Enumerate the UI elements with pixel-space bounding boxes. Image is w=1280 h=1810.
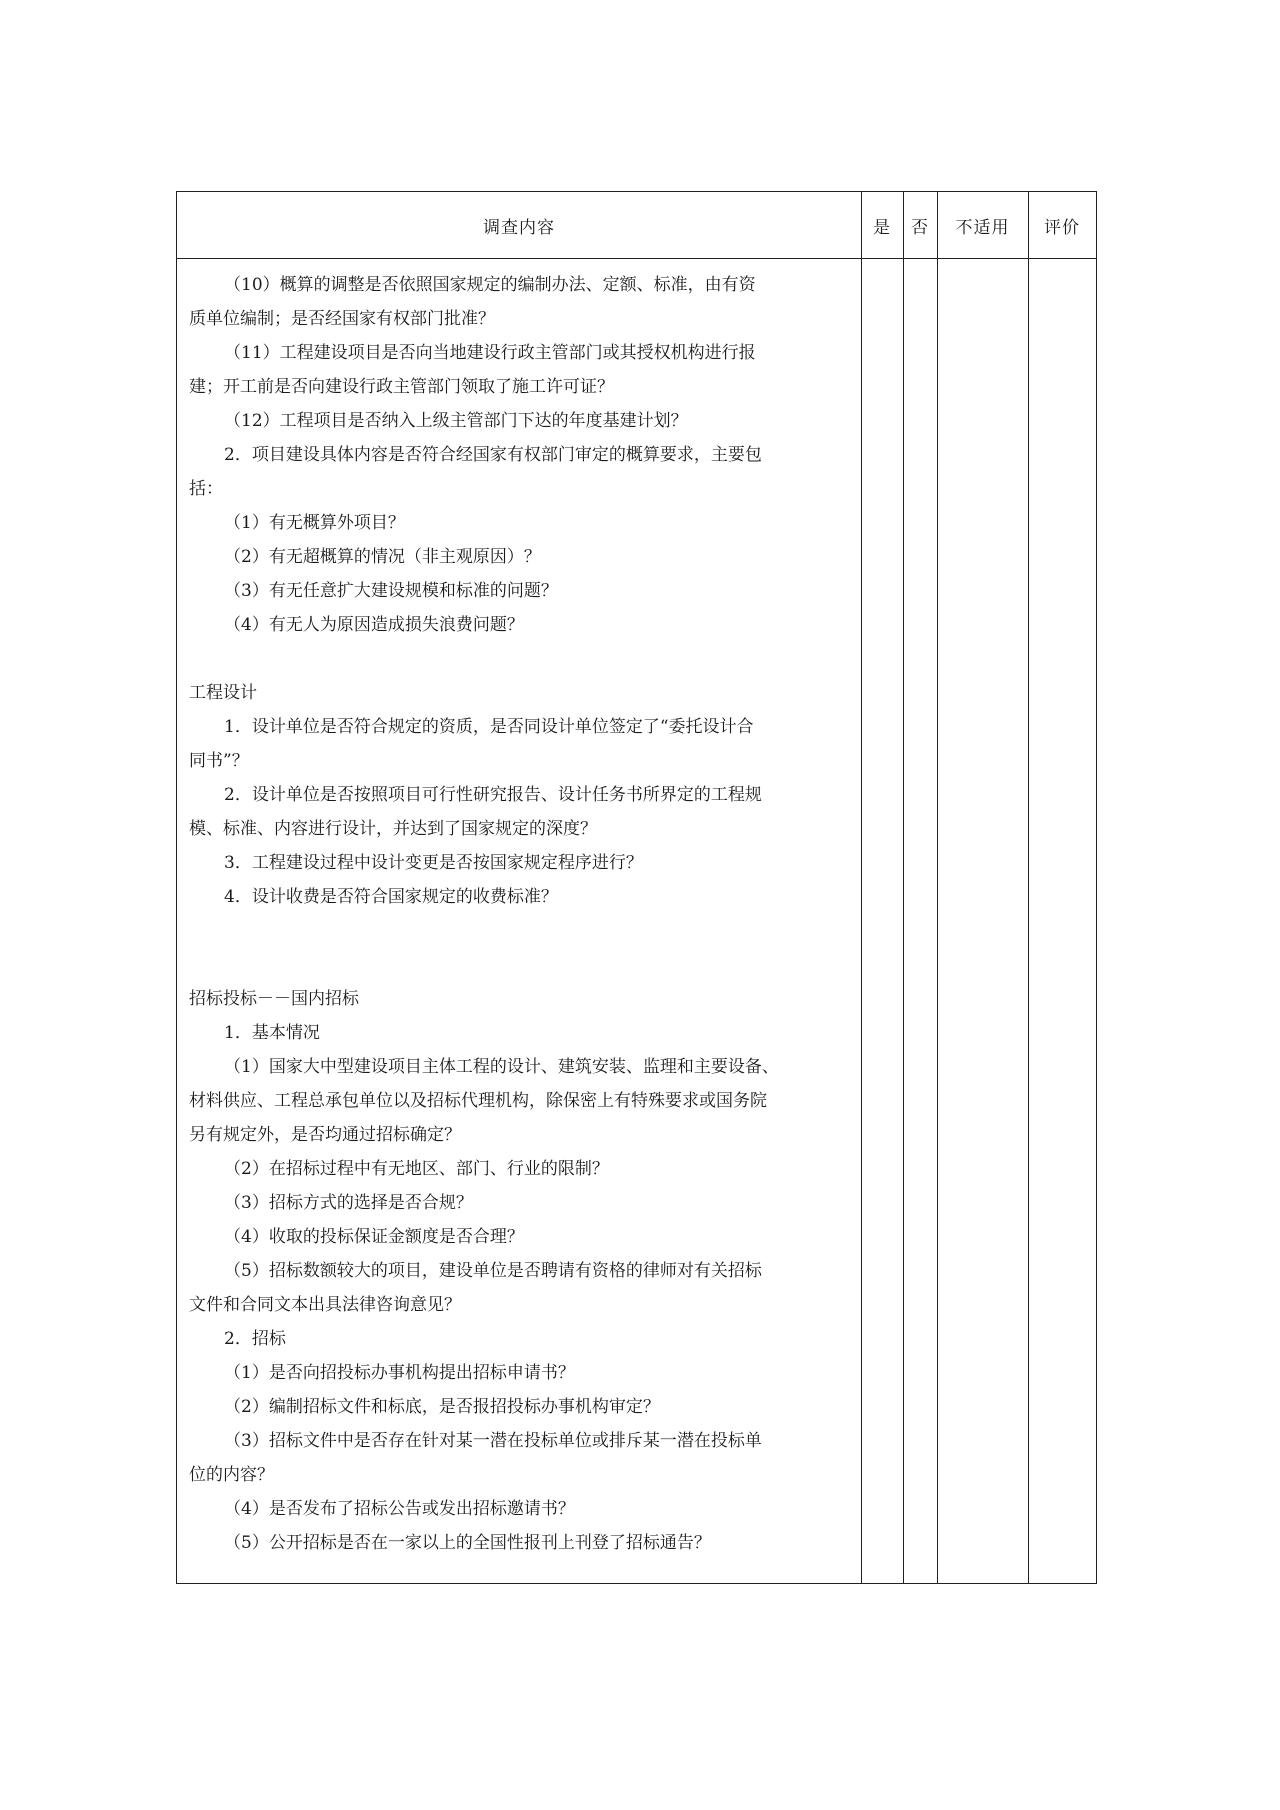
column-divider [1028, 192, 1029, 1583]
column-divider [937, 192, 938, 1583]
item-text: 2．招标 [224, 1329, 286, 1349]
item-text: 2．项目建设具体内容是否符合经国家有权部门审定的概算要求，主要包 [224, 445, 762, 465]
item-text: 3．工程建设过程中设计变更是否按国家规定程序进行？ [224, 853, 643, 873]
item-text: （3）招标方式的选择是否合规？ [224, 1193, 473, 1213]
item-text: （2）有无超概算的情况（非主观原因）？ [224, 547, 541, 567]
header-divider [177, 258, 1096, 259]
survey-content [189, 268, 849, 1560]
item-text: 另有规定外，是否均通过招标确定？ [189, 1125, 461, 1145]
column-divider [861, 192, 862, 1583]
item-text: 4．设计收费是否符合国家规定的收费标准？ [224, 887, 558, 907]
item-text: （1）是否向招投标办事机构提出招标申请书？ [224, 1363, 575, 1383]
item-text: （2）在招标过程中有无地区、部门、行业的限制？ [224, 1159, 609, 1179]
item-text: 1．基本情况 [224, 1023, 320, 1043]
item-text: 2．设计单位是否按照项目可行性研究报告、设计任务书所界定的工程规 [224, 785, 762, 805]
item-text: （3）招标文件中是否存在针对某一潜在投标单位或排斥某一潜在投标单 [224, 1431, 762, 1451]
item-text: （4）有无人为原因造成损失浪费问题？ [224, 615, 524, 635]
header-content: 调查内容 [483, 217, 555, 238]
item-text: 括： [189, 479, 223, 499]
item-text: （4）是否发布了招标公告或发出招标邀请书？ [224, 1499, 575, 1519]
header-not-applicable: 不适用 [955, 217, 1010, 238]
item-text: （5）招标数额较大的项目，建设单位是否聘请有资格的律师对有关招标 [224, 1261, 762, 1281]
section-title-design: 工程设计 [189, 683, 257, 703]
section-title-bidding: 招标投标－－国内招标 [189, 989, 359, 1009]
item-text: （3）有无任意扩大建设规模和标准的问题？ [224, 581, 558, 601]
item-text: 位的内容？ [189, 1465, 274, 1485]
item-text: （4）收取的投标保证金额度是否合理？ [224, 1227, 524, 1247]
item-text: 1．设计单位是否符合规定的资质，是否同设计单位签定了“委托设计合 [224, 717, 754, 737]
header-no: 否 [911, 217, 929, 238]
item-text: （2）编制招标文件和标底，是否报招投标办事机构审定？ [224, 1397, 660, 1417]
header-evaluation: 评价 [1044, 217, 1080, 238]
item-text: （10）概算的调整是否依照国家规定的编制办法、定额、标准，由有资 [224, 275, 756, 295]
item-text: 材料供应、工程总承包单位以及招标代理机构，除保密上有特殊要求或国务院 [189, 1091, 767, 1111]
item-text: 质单位编制；是否经国家有权部门批准？ [189, 309, 495, 329]
item-text: （12）工程项目是否纳入上级主管部门下达的年度基建计划？ [224, 411, 688, 431]
item-text: 建；开工前是否向建设行政主管部门领取了施工许可证？ [189, 377, 614, 397]
survey-table [176, 191, 1097, 1584]
item-text: 模、标准、内容进行设计，并达到了国家规定的深度？ [189, 819, 597, 839]
item-text: （11）工程建设项目是否向当地建设行政主管部门或其授权机构进行报 [224, 343, 756, 363]
column-divider [903, 192, 904, 1583]
header-yes: 是 [873, 217, 891, 238]
item-text: （5）公开招标是否在一家以上的全国性报刊上刊登了招标通告？ [224, 1533, 711, 1553]
item-text: 同书”？ [189, 751, 249, 771]
item-text: （1）有无概算外项目？ [224, 513, 405, 533]
item-text: 文件和合同文本出具法律咨询意见？ [189, 1295, 461, 1315]
item-text: （1）国家大中型建设项目主体工程的设计、建筑安装、监理和主要设备、 [224, 1057, 779, 1077]
